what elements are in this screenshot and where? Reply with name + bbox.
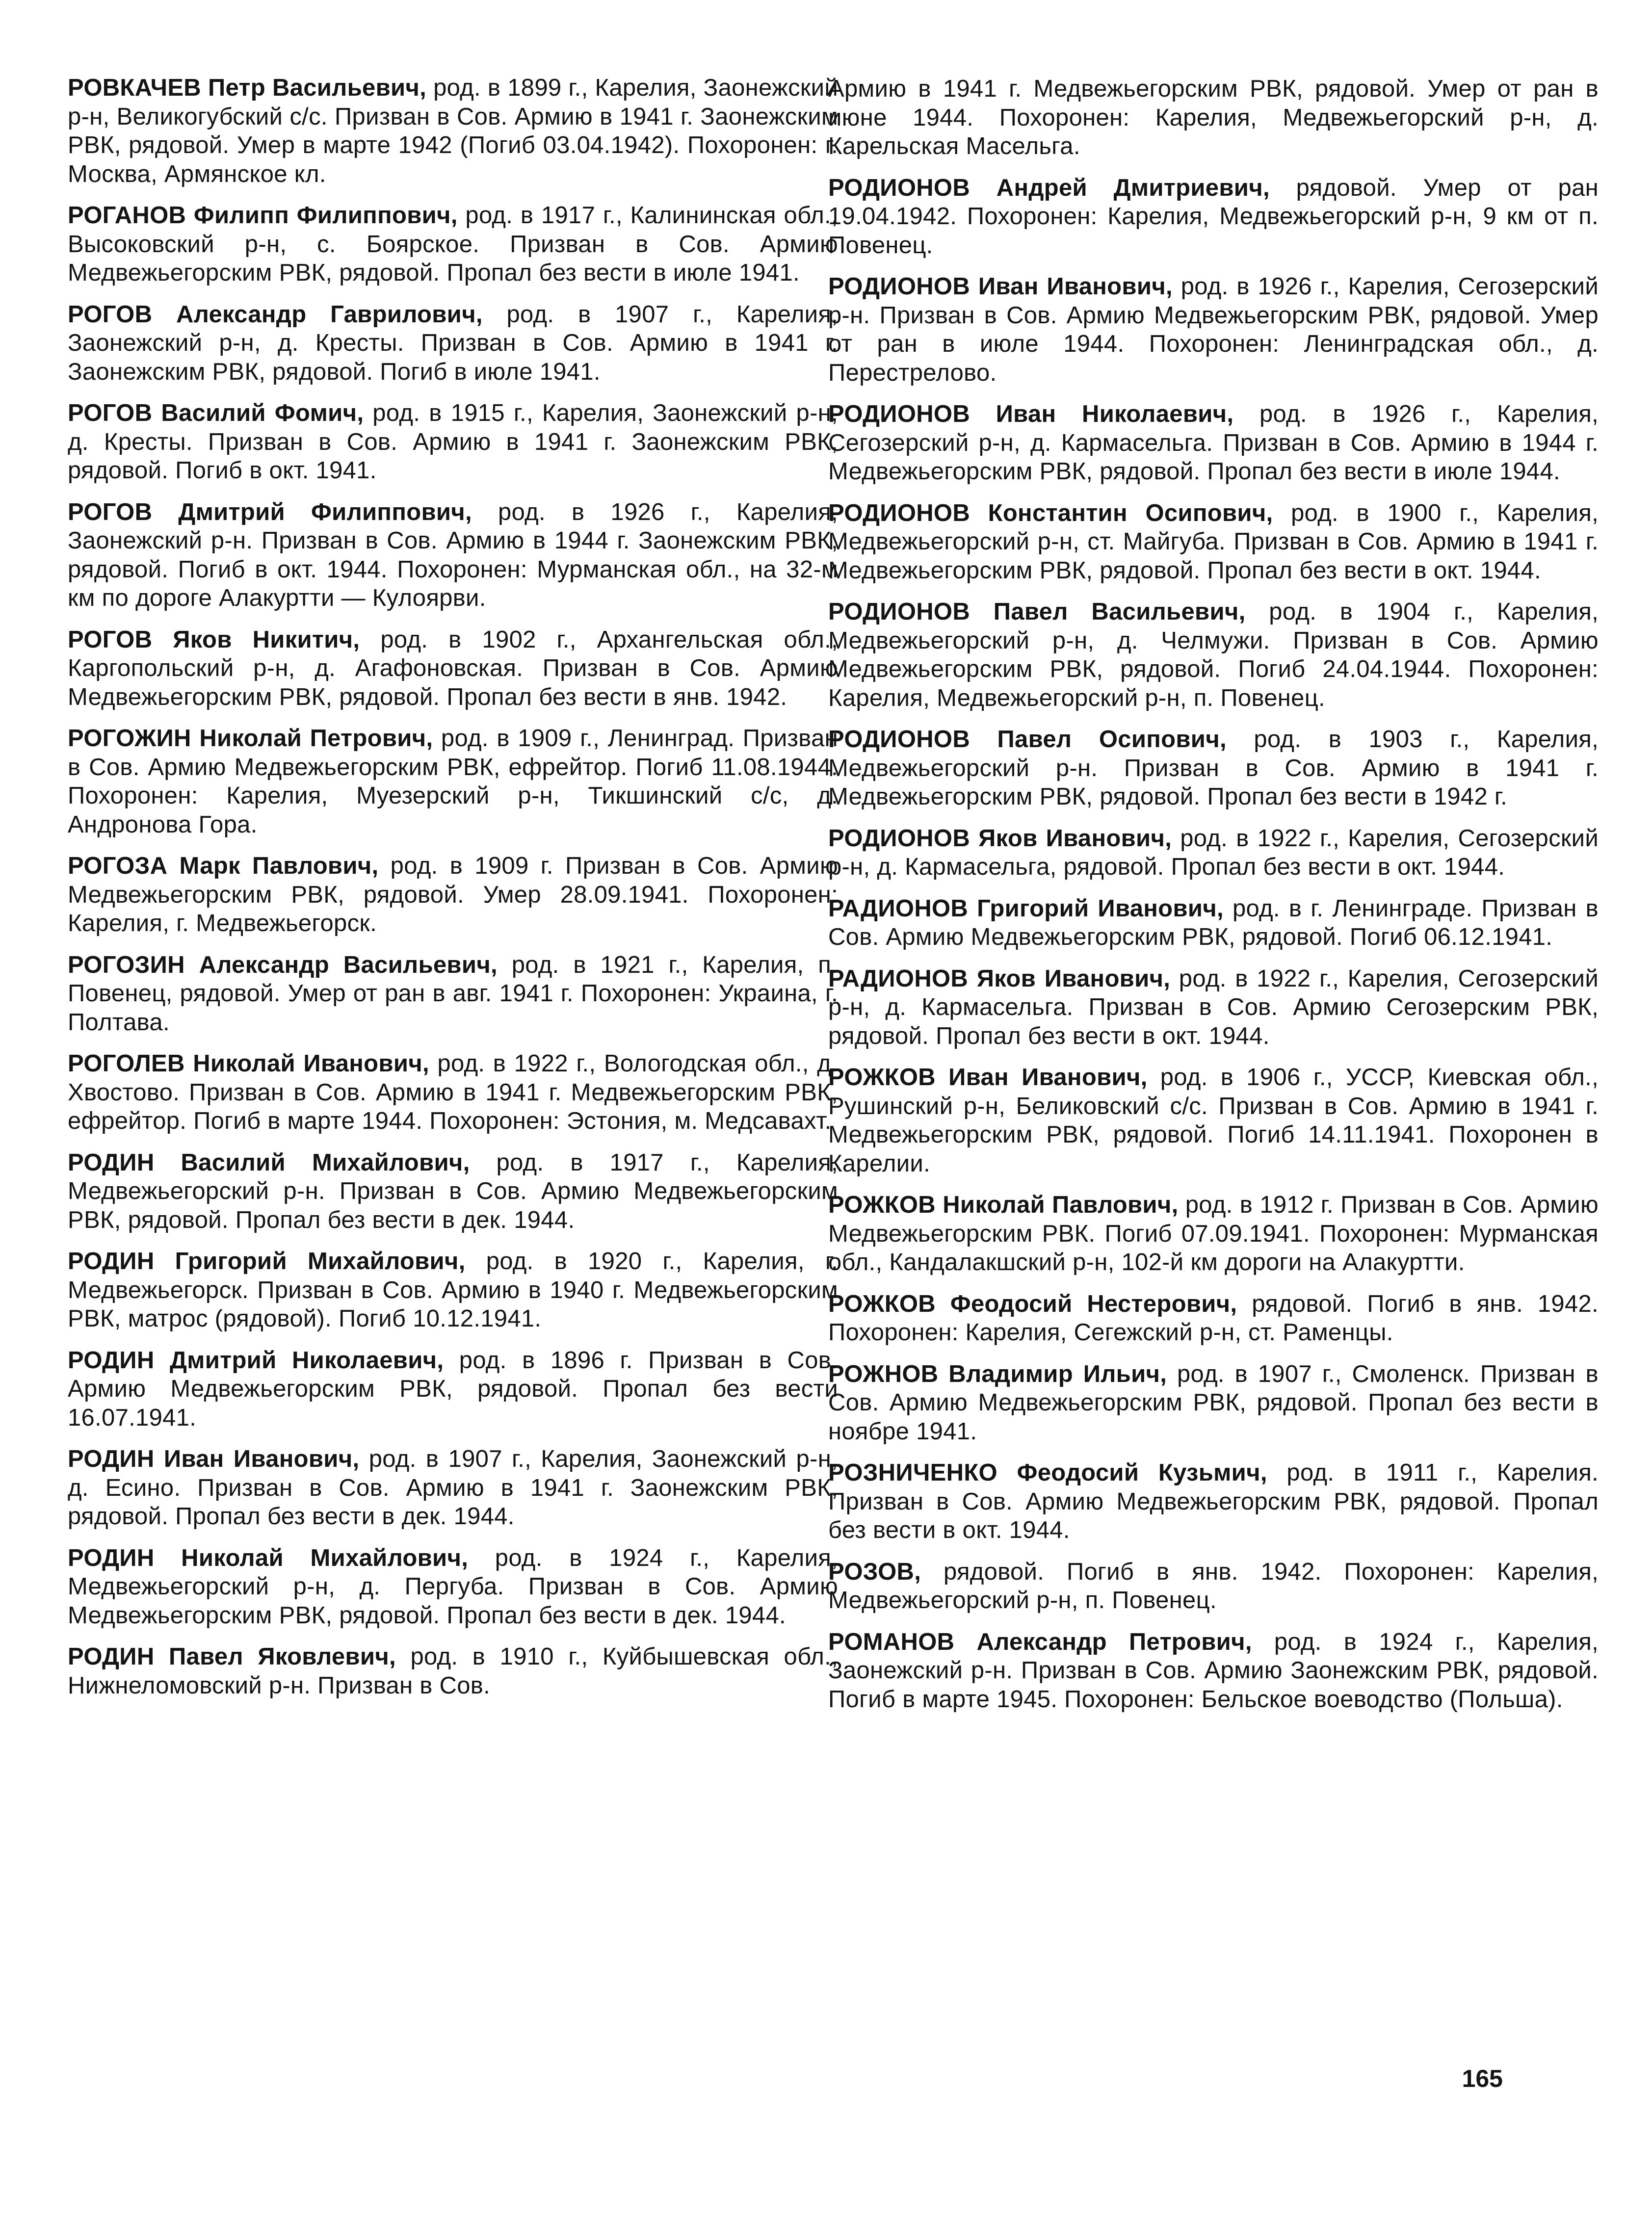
- entry: [68, 1346, 838, 1432]
- entry-name: РОЖНОВ Владимир Ильич,: [828, 1360, 1167, 1387]
- entry-name: РОВКАЧЕВ Петр Васильевич,: [68, 75, 427, 101]
- entry-name: РАДИОНОВ Яков Иванович,: [828, 965, 1171, 992]
- entry-text: род. в 1915 г., Карелия, Заонежский р-н, д. Кресты. Призван в Сов. Армию в 1941 г. Заонежским РВК, рядовой. Погиб в окт. 1941.: [68, 400, 838, 484]
- entry-text: род. в 1926 г., Карелия, Сегозерский р-н, д. Кармасельга. Призван в Сов. Армию в 1944 г. Медвежьегорским РВК, рядовой. Пропал без вести в июле 1944.: [828, 401, 1599, 485]
- entry-name: РОЖКОВ Феодосий Нестерович,: [828, 1290, 1237, 1317]
- left-column: [68, 74, 838, 1713]
- entry: [828, 1290, 1599, 1347]
- entry-text: род. в 1903 г., Карелия, Медвежьегорский р-н. Призван в Сов. Армию в 1941 г. Медвежьегорским РВК, рядовой. Пропал без вести в 1942 г.: [828, 726, 1599, 810]
- entry-text: рядовой. Погиб в янв. 1942. Похоронен: Карелия, Сегежский р-н, ст. Раменцы.: [828, 1290, 1599, 1346]
- entry-name: РОЗОВ,: [828, 1558, 921, 1585]
- entry: [828, 400, 1599, 486]
- entry-text: рядовой. Погиб в янв. 1942. Похоронен: Карелия, Медвежьегорский р-н, п. Повенец.: [828, 1558, 1599, 1614]
- entry-text: род. в 1907 г., Смоленск. Призван в Сов. Армию Медвежьегорским РВК, рядовой. Пропал без вести в ноябре 1941.: [828, 1360, 1599, 1445]
- entry-name: РОГОЛЕВ Николай Иванович,: [68, 1050, 429, 1077]
- entry: [828, 824, 1599, 882]
- page-number: 165: [1462, 2065, 1503, 2092]
- entry-text: род. в 1911 г., Карелия. Призван в Сов. Армию Медвежьегорским РВК, рядовой. Пропал без вести в окт. 1944.: [828, 1459, 1599, 1543]
- entry-text: род. в 1907 г., Карелия, Заонежский р-н, д. Кресты. Призван в Сов. Армию в 1941 г. Заонежским РВК, рядовой. Погиб в июле 1941.: [68, 301, 838, 385]
- entry-name: РОДИОНОВ Андрей Дмитриевич,: [828, 174, 1270, 201]
- entry: [828, 499, 1599, 585]
- entry-name: РОДИОНОВ Павел Осипович,: [828, 726, 1227, 753]
- entry-text: род. в 1922 г., Вологодская обл., д. Хвостово. Призван в Сов. Армию в 1941 г. Медвежьегорским РВК, ефрейтор. Погиб в марте 1944. Похоронен: Эстония, м. Медсавахт.: [68, 1050, 838, 1134]
- entry-name: РОДИН Павел Яковлевич,: [68, 1643, 396, 1670]
- entry-name: РОДИОНОВ Иван Николаевич,: [828, 401, 1234, 427]
- entry: [68, 1544, 838, 1630]
- entry: [68, 724, 838, 839]
- entry-name: РОДИН Дмитрий Николаевич,: [68, 1347, 444, 1374]
- entry: [68, 498, 838, 613]
- entry-name: РОМАНОВ Александр Петрович,: [828, 1628, 1252, 1655]
- entry-name: РОДИН Григорий Михайлович,: [68, 1248, 466, 1275]
- entry-name: РОЖКОВ Иван Иванович,: [828, 1064, 1148, 1091]
- entry: [828, 1558, 1599, 1615]
- entry: [828, 1191, 1599, 1277]
- entry: [68, 300, 838, 387]
- entry: [68, 1247, 838, 1333]
- entry-name: РОГОЗИН Александр Васильевич,: [68, 951, 498, 978]
- entry: [68, 625, 838, 712]
- entry-name: РОГАНОВ Филипп Филиппович,: [68, 202, 458, 229]
- entry-text: род. в 1920 г., Карелия, г. Медвежьегорск. Призван в Сов. Армию в 1940 г. Медвежьегорским РВК, матрос (рядовой). Погиб 10.12.1941.: [68, 1248, 839, 1332]
- entry-name: РОГОЗА Марк Павлович,: [68, 853, 379, 879]
- entry-name: РОЖКОВ Николай Павлович,: [828, 1192, 1179, 1218]
- entry-text: род. в 1921 г., Карелия, п. Повенец, рядовой. Умер от ран в авг. 1941 г. Похоронен: Украина, г. Полтава.: [68, 951, 838, 1036]
- entry-text: род. в 1910 г., Куйбышевская обл., Нижнеломовский р-н. Призван в Сов.: [68, 1643, 838, 1699]
- entry: [828, 725, 1599, 811]
- entry-name: РОДИОНОВ Павел Васильевич,: [828, 599, 1246, 625]
- entry-text: род. в 1926 г., Карелия, Заонежский р-н. Призван в Сов. Армию в 1944 г. Заонежским РВК, рядовой. Погиб в окт. 1944. Похоронен: Мурманская обл., на 32-м км по дороге Алакуртти — Кулоярви.: [68, 498, 838, 611]
- right-column: [828, 75, 1599, 1726]
- entry-text: род. в 1922 г., Карелия, Сегозерский р-н, д. Кармасельга, рядовой. Пропал без вести в окт. 1944.: [828, 825, 1599, 880]
- entry-name: РОДИОНОВ Иван Иванович,: [828, 273, 1173, 300]
- entry-text: род. в 1924 г., Карелия, Медвежьегорский р-н, д. Пергуба. Призван в Сов. Армию Медвежьегорским РВК, рядовой. Пропал без вести в дек. 1944.: [68, 1544, 838, 1629]
- entry-name: РОЗНИЧЕНКО Феодосий Кузьмич,: [828, 1459, 1267, 1486]
- entry: [828, 1360, 1599, 1446]
- entry-name: РОГОВ Яков Никитич,: [68, 626, 360, 653]
- entry: [828, 75, 1599, 161]
- entry-text: род. в 1899 г., Карелия, Заонежский р-н, Великогубский с/с. Призван в Сов. Армию в 1941 г. Заонежским РВК, рядовой. Умер в марте 1942 (Погиб 03.04.1942). Похоронен: г. Москва, Армянское кл.: [68, 75, 838, 187]
- entry: [68, 1445, 838, 1531]
- entry-text: род. в 1906 г., УССР, Киевская обл., Рушинский р-н, Беликовский с/с. Призван в Сов. Армию в 1941 г. Медвежьегорским РВК, рядовой. Погиб 14.11.1941. Похоронен в Карелии.: [828, 1064, 1599, 1177]
- entry-text: род. в 1907 г., Карелия, Заонежский р-н, д. Есино. Призван в Сов. Армию в 1941 г. Заонежским РВК, рядовой. Пропал без вести в дек. 1944.: [68, 1446, 838, 1530]
- entry-text: Армию в 1941 г. Медвежьегорским РВК, рядовой. Умер от ран в июне 1944. Похоронен: Карелия, Медвежьегорский р-н, д. Карельская Масельга.: [828, 76, 1599, 159]
- entry: [828, 1458, 1599, 1545]
- entry-text: род. в 1896 г. Призван в Сов. Армию Медвежьегорским РВК, рядовой. Пропал без вести 16.07.1941.: [68, 1347, 839, 1431]
- entry: [828, 1628, 1599, 1714]
- entry: [828, 964, 1599, 1051]
- entry-name: РОДИОНОВ Яков Иванович,: [828, 825, 1172, 852]
- entry-text: род. в 1909 г. Призван в Сов. Армию Медвежьегорским РВК, рядовой. Умер 28.09.1941. Похоронен: Карелия, г. Медвежьегорск.: [68, 853, 839, 937]
- entry: [828, 174, 1599, 260]
- entry-text: род. в 1912 г. Призван в Сов. Армию Медвежьегорским РВК. Погиб 07.09.1941. Похоронен: Мурманская обл., Кандалакшский р-н, 102-й км дороги на Алакуртти.: [828, 1192, 1599, 1276]
- entry: [828, 272, 1599, 387]
- entry-name: РОГОВ Александр Гаврилович,: [68, 301, 483, 328]
- entry-text: род. в 1922 г., Карелия, Сегозерский р-н, д. Кармасельга. Призван в Сов. Армию Сегозерским РВК, рядовой. Пропал без вести в окт. 1944.: [828, 965, 1599, 1049]
- entry: [828, 894, 1599, 952]
- entry-name: РАДИОНОВ Григорий Иванович,: [828, 895, 1224, 922]
- entry: [828, 598, 1599, 712]
- entry: [68, 74, 838, 188]
- entry: [828, 1063, 1599, 1178]
- entry-text: род. в 1926 г., Карелия, Сегозерский р-н. Призван в Сов. Армию Медвежьегорским РВК, рядовой. Умер от ран в июле 1944. Похоронен: Ленинградская обл., д. Перестрелово.: [828, 273, 1599, 386]
- entry: [68, 852, 838, 938]
- entry: [68, 201, 838, 287]
- entry-name: РОГОЖИН Николай Петрович,: [68, 725, 433, 752]
- entry-text: род. в 1904 г., Карелия, Медвежьегорский р-н, д. Челмужи. Призван в Сов. Армию Медвежьегорским РВК, рядовой. Погиб 24.04.1944. Похоронен: Карелия, Медвежьегорский р-н, п. Повенец.: [828, 599, 1599, 711]
- entry-text: рядовой. Умер от ран 19.04.1942. Похоронен: Карелия, Медвежьегорский р-н, 9 км от п. Повенец.: [828, 174, 1599, 259]
- entry-name: РОДИН Иван Иванович,: [68, 1446, 360, 1472]
- entry-name: РОДИОНОВ Константин Осипович,: [828, 499, 1273, 526]
- entry: [68, 1642, 838, 1700]
- entry-text: род. в 1924 г., Карелия, Заонежский р-н. Призван в Сов. Армию Заонежским РВК, рядовой. Погиб в марте 1945. Похоронен: Бельское воеводство (Польша).: [828, 1628, 1599, 1713]
- entry: [68, 1049, 838, 1136]
- entry: [68, 951, 838, 1037]
- entry-name: РОДИН Василий Михайлович,: [68, 1149, 470, 1176]
- entry-text: род. в 1917 г., Калининская обл., Высоковский р-н, с. Боярское. Призван в Сов. Армию Медвежьегорским РВК, рядовой. Пропал без вести в июле 1941.: [68, 202, 838, 286]
- entry-text: род. в 1917 г., Карелия, Медвежьегорский р-н. Призван в Сов. Армию Медвежьегорским РВК, рядовой. Пропал без вести в дек. 1944.: [68, 1149, 838, 1233]
- entry-name: РОГОВ Дмитрий Филиппович,: [68, 498, 472, 525]
- entry-text: род. в г. Ленинграде. Призван в Сов. Армию Медвежьегорским РВК, рядовой. Погиб 06.12.1941.: [828, 895, 1599, 950]
- entry-text: род. в 1900 г., Карелия, Медвежьегорский р-н, ст. Майгуба. Призван в Сов. Армию в 1941 г. Медвежьегорским РВК, рядовой. Пропал без вести в окт. 1944.: [828, 499, 1599, 584]
- entry: [68, 399, 838, 485]
- entry-text: род. в 1909 г., Ленинград. Призван в Сов. Армию Медвежьегорским РВК, ефрейтор. Погиб 11.08.1944. Похоронен: Карелия, Муезерский р-н, Тикшинский с/с, д. Андронова Гора.: [68, 725, 838, 838]
- entry-name: РОДИН Николай Михайлович,: [68, 1544, 469, 1571]
- entry-text: род. в 1902 г., Архангельская обл., Каргопольский р-н, д. Агафоновская. Призван в Сов. Армию Медвежьегорским РВК, рядовой. Пропал без вести в янв. 1942.: [68, 626, 838, 710]
- entry-name: РОГОВ Василий Фомич,: [68, 400, 364, 426]
- entry: [68, 1148, 838, 1235]
